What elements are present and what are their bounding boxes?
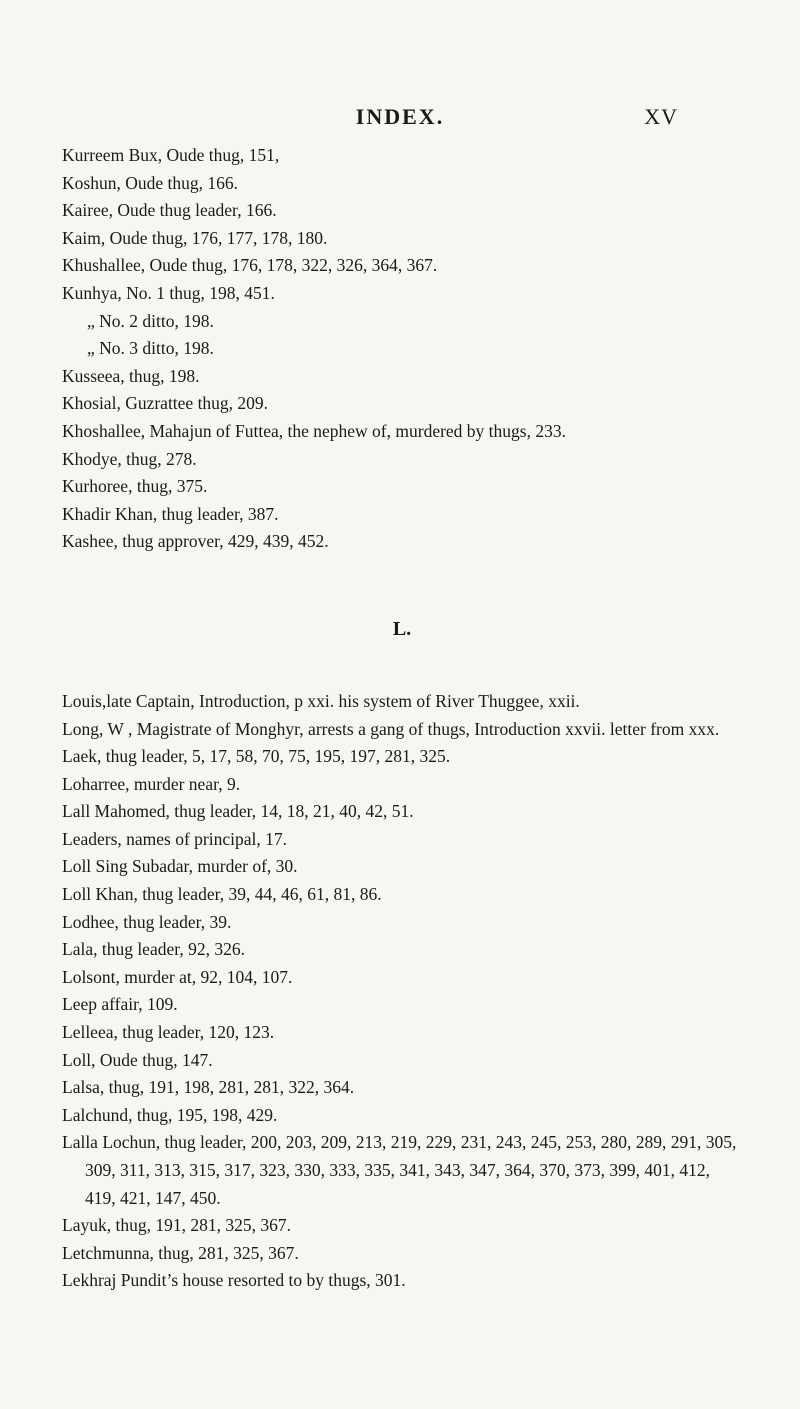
index-entry: Lekhraj Pundit’s house resorted to by thugs, 301. — [62, 1270, 406, 1291]
index-entry: Loll, Oude thug, 147. — [62, 1049, 213, 1070]
index-entry: Kurreem Bux, Oude thug, 151, — [62, 145, 280, 165]
index-entry: Khosial, Guzrattee thug, 209. — [62, 393, 269, 414]
index-entry: Long, W , Magistrate of Monghyr, arrests a gang of thugs, Introduction xxvii. letter from xxx. — [62, 718, 720, 739]
index-entry: Khushallee, Oude thug, 176, 178, 322, 326, 364, 367. — [62, 255, 438, 276]
index-entry: Lolsont, murder at, 92, 104, 107. — [62, 966, 293, 987]
index-entry: Kairee, Oude thug leader, 166. — [62, 200, 277, 221]
index-entry: Kusseea, thug, 198. — [62, 365, 200, 386]
index-entry: Kaim, Oude thug, 176, 177, 178, 180. — [62, 227, 328, 248]
index-entries — [62, 142, 742, 1295]
index-entry: Khodye, thug, 278. — [62, 448, 197, 469]
index-entry-ditto: „ No. 3 ditto, 198. — [87, 338, 214, 359]
index-entry: Lall Mahomed, thug leader, 14, 18, 21, 40, 42, 51. — [62, 801, 414, 822]
index-entry: Lelleea, thug leader, 120, 123. — [62, 1022, 275, 1043]
index-entry: Leep affair, 109. — [62, 994, 178, 1015]
section-letter-heading: L. — [392, 617, 412, 640]
index-entry: Loharree, murder near, 9. — [62, 773, 241, 794]
index-entry: Khoshallee, Mahajun of Futtea, the nephew of, murdered by thugs, 233. — [62, 420, 566, 441]
page-header — [0, 104, 800, 134]
index-entry: Lalchund, thug, 195, 198, 429. — [62, 1104, 278, 1125]
index-entry: Lodhee, thug leader, 39. — [62, 911, 232, 932]
index-entry-ditto: „ No. 2 ditto, 198. — [87, 310, 214, 331]
index-entry: Loll Khan, thug leader, 39, 44, 46, 61, 81, 86. — [62, 884, 382, 905]
page-number: XV — [644, 104, 678, 129]
index-entry: Louis,late Captain, Introduction, p xxi. his system of River Thuggee, xxii. — [62, 690, 580, 711]
index-entry: Kurhoree, thug, 375. — [62, 476, 208, 497]
index-entry: Layuk, thug, 191, 281, 325, 367. — [62, 1215, 291, 1236]
index-entry: Kashee, thug approver, 429, 439, 452. — [62, 531, 329, 552]
index-entry: Lalla Lochun, thug leader, 200, 203, 209, 213, 219, 229, 231, 243, 245, 253, 280, 289, 291, 305, 309, 311, 313, 315, 317, 323, 330, 333, 335, 341, 343, 347, 364, 370, 373, 399, 401, 412, 419, 421, 147, 450. — [62, 1132, 737, 1208]
index-title: INDEX. — [355, 104, 445, 129]
index-entry: Khadir Khan, thug leader, 387. — [62, 503, 279, 524]
index-entry: Lalsa, thug, 191, 198, 281, 281, 322, 364. — [62, 1077, 355, 1098]
index-entry: Leaders, names of principal, 17. — [62, 828, 287, 849]
index-entry: Lala, thug leader, 92, 326. — [62, 939, 245, 960]
index-entry: Letchmunna, thug, 281, 325, 367. — [62, 1242, 299, 1263]
index-entry: Kunhya, No. 1 thug, 198, 451. — [62, 282, 275, 303]
index-entry: Loll Sing Subadar, murder of, 30. — [62, 856, 298, 877]
index-entry: Laek, thug leader, 5, 17, 58, 70, 75, 195, 197, 281, 325. — [62, 746, 451, 767]
index-entry: Koshun, Oude thug, 166. — [62, 172, 238, 193]
